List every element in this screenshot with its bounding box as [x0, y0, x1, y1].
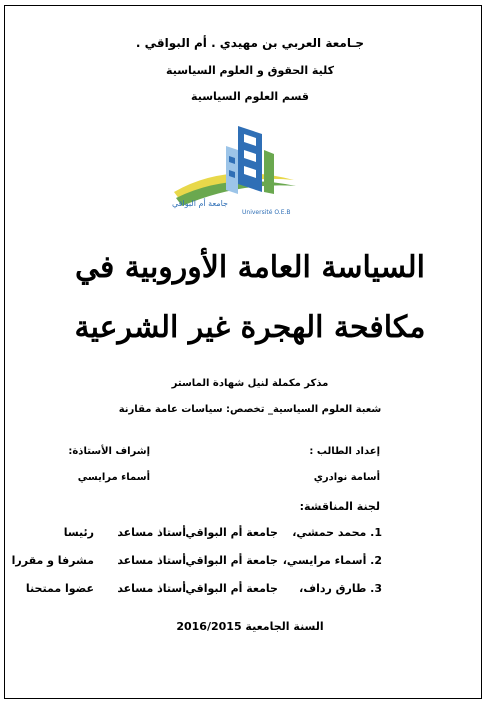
- member-role: عضوا ممتحنا: [25, 582, 94, 595]
- degree-text: مذكر مكملة لنيل شهادة الماستر: [171, 378, 329, 389]
- supervisor-label: إشراف الأستاذة:: [68, 446, 150, 457]
- thesis-title-line2: مكافحة الهجرة غير الشرعية: [74, 310, 426, 345]
- student-name: أسامة نوادري: [313, 472, 380, 483]
- member-name: 2. أسماء مرايسي،: [282, 554, 382, 567]
- member-university: جامعة أم البواقي: [185, 526, 278, 539]
- branch-text: شعبة العلوم السياسية_ تخصص: سياسات عامة مقارنة: [118, 404, 382, 415]
- member-rank: أستاذ مساعد: [117, 554, 186, 567]
- member-university: جامعة أم البواقي: [185, 554, 278, 567]
- thesis-title-line1: السياسة العامة الأوروبية في: [75, 250, 425, 285]
- logo-arabic-text: جامعة أم البواقي: [172, 199, 228, 208]
- department-name: قسم العلوم السياسية: [191, 90, 309, 103]
- student-label: إعداد الطالب :: [309, 446, 380, 457]
- university-logo: [166, 122, 302, 218]
- academic-year: السنة الجامعية 2016/2015: [176, 620, 324, 633]
- supervisor-name: أسماء مرايسي: [77, 472, 150, 483]
- committee-title: لجنة المناقشة:: [299, 500, 380, 513]
- university-name: جـامعة العربي بن مهيدي . أم البواقي .: [135, 36, 365, 50]
- member-role: مشرفا و مقررا: [11, 554, 94, 567]
- faculty-name: كلية الحقوق و العلوم السياسية: [166, 64, 334, 77]
- member-name: 1. محمد حمشي،: [292, 526, 382, 539]
- logo-latin-text: Université O.E.B: [242, 209, 291, 216]
- member-rank: أستاذ مساعد: [117, 582, 186, 595]
- member-rank: أستاذ مساعد: [117, 526, 186, 539]
- member-university: جامعة أم البواقي: [185, 582, 278, 595]
- member-name: 3. طارق رداف،: [299, 582, 382, 595]
- member-role: رئيسا: [63, 526, 94, 539]
